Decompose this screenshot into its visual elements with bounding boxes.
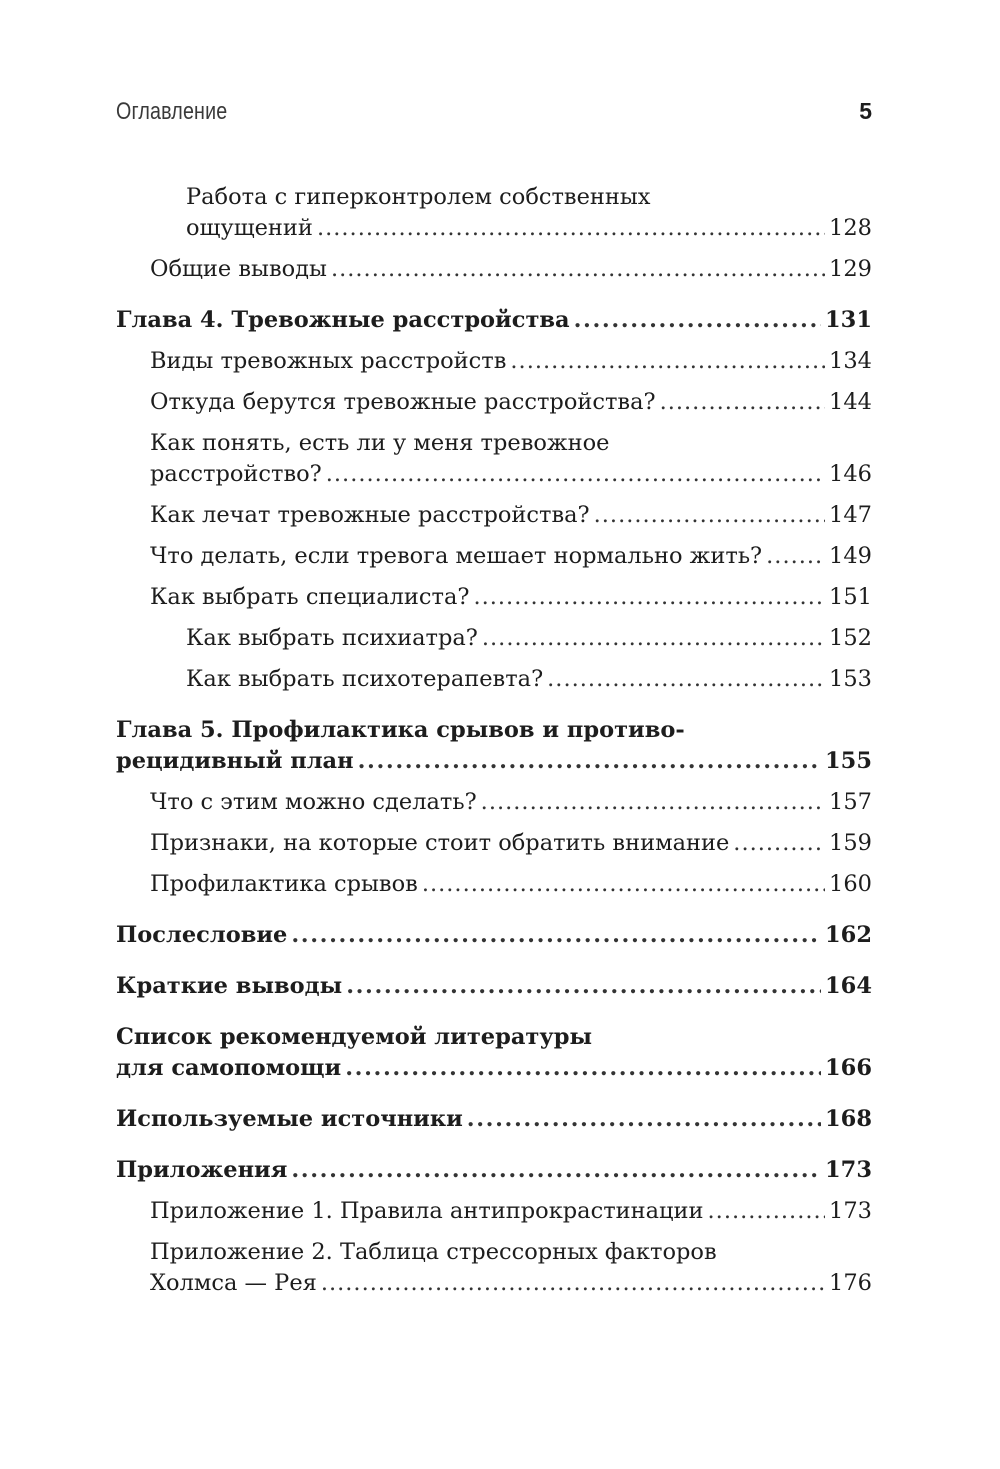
toc-entry xyxy=(116,1022,872,1084)
dot-leader xyxy=(594,500,825,531)
toc-entry-row xyxy=(116,1053,872,1084)
toc-entry-row xyxy=(186,664,872,695)
toc-entry xyxy=(116,715,872,777)
dot-leader xyxy=(321,1268,825,1299)
toc-entry-row xyxy=(150,459,872,490)
toc-entry-page: 173 xyxy=(825,1157,872,1183)
dot-leader xyxy=(422,869,825,900)
toc-entry-page: 131 xyxy=(825,307,872,333)
toc-entry-row xyxy=(150,1268,872,1299)
toc-entry xyxy=(116,582,872,613)
toc-entry-title: Глава 4. Тревожные расстройства xyxy=(116,307,570,333)
toc-entry-title: Как лечат тревожные расстройства? xyxy=(150,502,590,528)
toc-entry xyxy=(116,305,872,336)
dot-leader xyxy=(358,746,821,777)
toc-entry-title: Послесловие xyxy=(116,922,288,948)
toc-entry-title: Приложение 1. Правила антипрокрастинации xyxy=(150,1198,704,1224)
dot-leader xyxy=(331,254,825,285)
toc-entry xyxy=(116,254,872,285)
toc-entry-row xyxy=(150,387,872,418)
dot-leader xyxy=(766,541,825,572)
toc-entry xyxy=(116,428,872,490)
toc-entry-row xyxy=(150,500,872,531)
toc-entry-title: Как выбрать специалиста? xyxy=(150,584,470,610)
toc-entry-title: Приложения xyxy=(116,1157,288,1183)
toc-entry-title: Как выбрать психотерапевта? xyxy=(186,666,544,692)
toc-entry-row xyxy=(116,971,872,1002)
dot-leader xyxy=(660,387,825,418)
toc-entry xyxy=(116,623,872,654)
toc-entry-row xyxy=(150,869,872,900)
toc-entry-page: 152 xyxy=(829,625,872,651)
toc-entry-title-line: Список рекомендуемой литературы xyxy=(116,1024,593,1050)
toc-entry-page: 162 xyxy=(825,922,872,948)
toc-entry-row xyxy=(150,346,872,377)
toc-entry-row xyxy=(186,213,872,244)
toc-entry-title: Что делать, если тревога мешает нормально жить? xyxy=(150,543,763,569)
toc-entry xyxy=(116,920,872,951)
toc-entry-title: Признаки, на которые стоит обратить внимание xyxy=(150,830,730,856)
dot-leader xyxy=(345,1053,821,1084)
toc-entry-page: 151 xyxy=(829,584,872,610)
dot-leader xyxy=(473,582,825,613)
toc-entry-page: 149 xyxy=(829,543,872,569)
table-of-contents xyxy=(116,182,872,1309)
toc-entry-title-line: Работа с гиперконтролем собственных xyxy=(186,184,651,210)
page-number: 5 xyxy=(859,98,872,124)
toc-entry-title: рецидивный план xyxy=(116,748,354,774)
toc-entry-page: 160 xyxy=(829,871,872,897)
toc-entry xyxy=(116,182,872,244)
toc-entry xyxy=(116,500,872,531)
toc-entry-title: Профилактика срывов xyxy=(150,871,418,897)
toc-entry xyxy=(116,387,872,418)
toc-entry-row xyxy=(150,787,872,818)
toc-entry-title: Что с этим можно сделать? xyxy=(150,789,477,815)
toc-entry-row xyxy=(116,920,872,951)
toc-entry xyxy=(116,1155,872,1186)
dot-leader xyxy=(291,920,821,951)
toc-entry-page: 147 xyxy=(829,502,872,528)
toc-entry-row xyxy=(150,254,872,285)
toc-entry xyxy=(116,1237,872,1299)
toc-entry-row xyxy=(116,746,872,777)
dot-leader xyxy=(326,459,825,490)
dot-leader xyxy=(574,305,821,336)
toc-entry-row xyxy=(150,828,872,859)
toc-entry-row xyxy=(116,1104,872,1135)
toc-entry-title: Используемые источники xyxy=(116,1106,463,1132)
toc-entry-row xyxy=(116,305,872,336)
toc-entry-page: 128 xyxy=(829,215,872,241)
toc-entry-page: 173 xyxy=(829,1198,872,1224)
toc-entry-row xyxy=(116,1155,872,1186)
toc-entry-title: Краткие выводы xyxy=(116,973,343,999)
toc-entry-page: 157 xyxy=(829,789,872,815)
toc-entry-title: для самопомощи xyxy=(116,1055,342,1081)
dot-leader xyxy=(547,664,825,695)
toc-entry-page: 166 xyxy=(825,1055,872,1081)
toc-entry xyxy=(116,1196,872,1227)
dot-leader xyxy=(291,1155,821,1186)
dot-leader xyxy=(481,787,825,818)
toc-entry-page: 164 xyxy=(825,973,872,999)
toc-entry-title: Как выбрать психиатра? xyxy=(186,625,478,651)
toc-entry-title: ощущений xyxy=(186,215,313,241)
toc-entry-page: 144 xyxy=(829,389,872,415)
toc-entry-title-line: Как понять, есть ли у меня тревожное xyxy=(150,430,610,456)
toc-entry-title: расстройство? xyxy=(150,461,322,487)
toc-entry-page: 159 xyxy=(829,830,872,856)
toc-entry xyxy=(116,869,872,900)
toc-entry-page: 168 xyxy=(825,1106,872,1132)
dot-leader xyxy=(482,623,825,654)
dot-leader xyxy=(733,828,825,859)
toc-entry-title: Холмса — Рея xyxy=(150,1270,317,1296)
toc-entry-page: 129 xyxy=(829,256,872,282)
running-head xyxy=(116,98,872,138)
toc-entry-row xyxy=(186,623,872,654)
toc-entry-title: Виды тревожных расстройств xyxy=(150,348,507,374)
toc-entry xyxy=(116,971,872,1002)
toc-entry-page: 153 xyxy=(829,666,872,692)
toc-entry-page: 134 xyxy=(829,348,872,374)
dot-leader xyxy=(346,971,821,1002)
toc-entry xyxy=(116,541,872,572)
toc-entry-row xyxy=(150,541,872,572)
toc-entry xyxy=(116,787,872,818)
toc-entry xyxy=(116,664,872,695)
toc-entry xyxy=(116,828,872,859)
toc-entry-row xyxy=(150,1196,872,1227)
dot-leader xyxy=(708,1196,826,1227)
toc-entry-page: 155 xyxy=(825,748,872,774)
dot-leader xyxy=(467,1104,821,1135)
section-title: Оглавление xyxy=(116,98,228,125)
toc-entry xyxy=(116,1104,872,1135)
toc-entry-title-line: Приложение 2. Таблица стрессорных факторов xyxy=(150,1239,717,1265)
toc-entry-page: 146 xyxy=(829,461,872,487)
toc-entry-row xyxy=(150,582,872,613)
toc-entry-title: Откуда берутся тревожные расстройства? xyxy=(150,389,656,415)
toc-entry-title-line: Глава 5. Профилактика срывов и противо- xyxy=(116,717,685,743)
toc-entry xyxy=(116,346,872,377)
toc-entry-title: Общие выводы xyxy=(150,256,327,282)
dot-leader xyxy=(510,346,825,377)
dot-leader xyxy=(317,213,825,244)
toc-entry-page: 176 xyxy=(829,1270,872,1296)
